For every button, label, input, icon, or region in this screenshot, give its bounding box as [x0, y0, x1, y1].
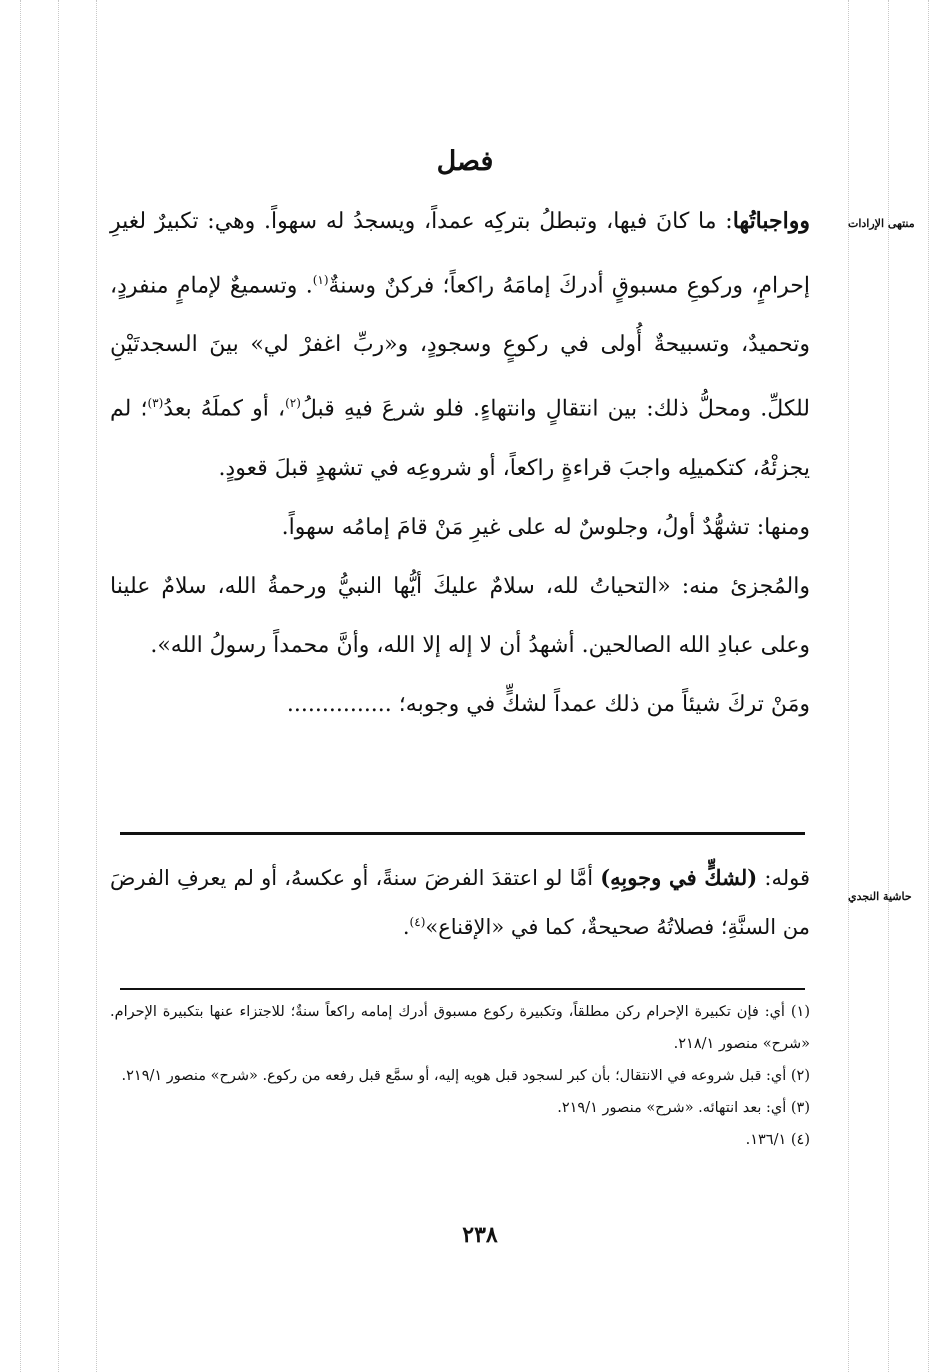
section-title: فصل — [436, 146, 494, 177]
hashiya-paragraph — [110, 856, 810, 949]
footnote-ref-2[interactable]: (٢) — [285, 396, 301, 411]
hashiya-lead: قوله: — [757, 866, 810, 890]
section-divider — [120, 832, 805, 835]
paragraph-lead: وواجباتُها — [732, 208, 810, 234]
margin-dots — [888, 0, 889, 1372]
paragraph-text: ، أو كملَهُ بعدُ — [163, 396, 286, 422]
hashiya-end: . — [402, 915, 410, 939]
footnote-ref-3[interactable]: (٣) — [147, 396, 164, 411]
paragraph-obligations — [110, 192, 810, 498]
footnote-3: (٣) أي: بعد انتهائه. «شرح» منصور ٢١٩/١. — [557, 1100, 810, 1116]
hashiya-quote: (لشكٍّ في وجوبِهِ) — [600, 865, 758, 890]
margin-dots — [848, 0, 849, 1372]
hashiya-body: أمَّا لو اعتقدَ الفرضَ سنةً، أو عكسهُ، أو لم يعرفِ الفرضَ من السنَّةِ؛ فصلاتُهُ صحيحةٌ، كما في «الإقناع» — [110, 866, 810, 939]
footnotes — [110, 996, 810, 1156]
hashiya-text — [110, 856, 810, 949]
footnote-4: (٤) ١٣٦/١. — [745, 1132, 810, 1148]
margin-dots — [96, 0, 97, 1372]
footnote-ref-1[interactable]: (١) — [312, 273, 329, 287]
paragraph-text: : ما كانَ فيها، وتبطلُ بتركِه عمداً، ويسجدُ له سهواً. وهي: تكبيرٌ لغيرِ إحرامٍ، وركوعِ مسبوقٍ أدركَ إمامَهُ راكعاً؛ فركنٌ وسنةٌ — [110, 209, 810, 299]
side-label-bottom: حاشية النجدي — [848, 890, 912, 903]
margin-dots — [928, 0, 929, 1372]
paragraph-text: ؛ لم يجزئْهُ، كتكميلِه واجبَ قراءةٍ راكعاً، أو شروعِه في تشهدٍ قبلَ قعودٍ. — [110, 396, 810, 481]
page-number: ٢٣٨ — [462, 1222, 498, 1248]
main-text — [110, 192, 810, 734]
paragraph-text: . وتسميعٌ لإمامٍ منفردٍ، وتحميدٌ، وتسبيحةٌ أُولى في ركوعٍ وسجودٍ، و«ربِّ اغفرْ لي» بينَ السجدتَيْنِ للكلِّ. ومحلُّ ذلك: بين انتقالٍ وانتهاءٍ. فلو شرعَ فيهِ قبلُ — [110, 273, 810, 422]
footnote-1: (١) أي: فإن تكبيرة الإحرام ركن مطلقاً، وتكبيرة ركوع مسبوق أدرك إمامه راكعاً سنةٌ؛ للاجتزاء عنها بتكبيرة الإحرام. «شرح» منصور ٢١٨/١. — [110, 1004, 810, 1052]
footnote-divider — [120, 988, 805, 990]
margin-dots — [58, 0, 59, 1372]
paragraph-doubt: ومَنْ تركَ شيئاً من ذلك عمداً لشكٍّ في وجوبه؛ ............... — [286, 691, 810, 717]
margin-dots — [20, 0, 21, 1372]
side-label-top: منتهى الإرادات — [848, 217, 915, 230]
footnote-ref-4[interactable]: (٤) — [409, 915, 426, 929]
footnote-2: (٢) أي: قبل شروعه في الانتقال؛ بأن كبر لسجود قبل هويه إليه، أو سمَّع قبل رفعه من ركوع. «شرح» منصور ٢١٩/١. — [121, 1068, 810, 1084]
paragraph-tashahhud: ومنها: تشهُّدٌ أولُ، وجلوسٌ له على غيرِ مَنْ قامَ إمامُه سهواً. — [281, 514, 810, 540]
paragraph-mujzi: والمُجزئ منه: «التحياتُ لله، سلامٌ عليكَ أيُّها النبيُّ ورحمةُ الله، سلامٌ علينا وعلى عبادِ الله الصالحين. أشهدُ أن لا إله إلا الله، وأنَّ محمداً رسولُ الله». — [110, 573, 810, 658]
